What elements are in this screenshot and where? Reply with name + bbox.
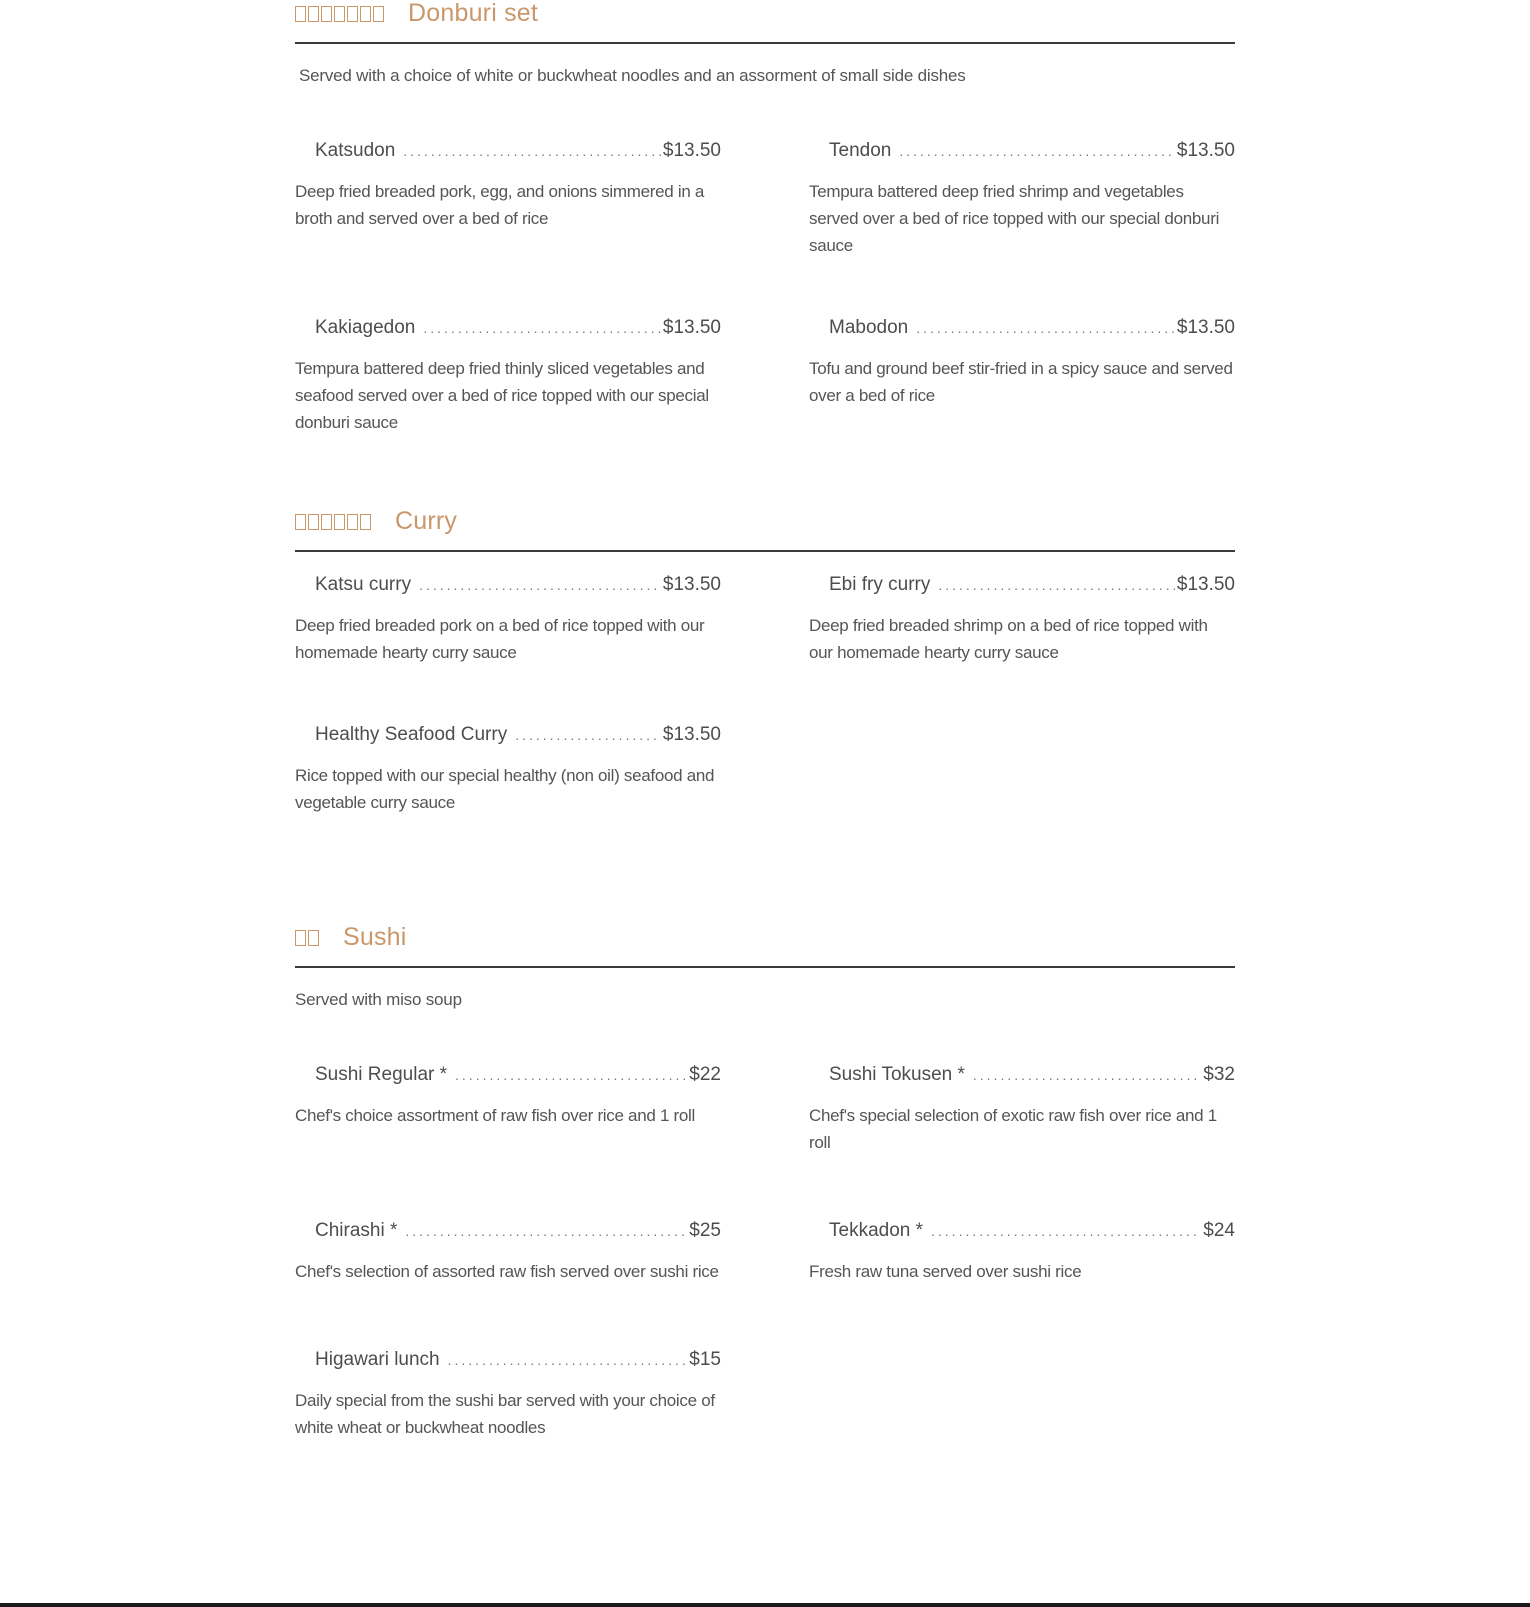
item-price: $13.50 [662, 317, 721, 338]
menu-item [295, 1220, 721, 1285]
item-name: Katsudon [315, 140, 396, 161]
item-description: Fresh raw tuna served over sushi rice [809, 1262, 1082, 1281]
item-description: Tempura battered deep fried thinly sliced vegetables and seafood served over a bed of rice topped with our special donburi sauce [295, 359, 709, 432]
item-price: $24 [1203, 1220, 1235, 1241]
item-name: Higawari lunch [315, 1349, 440, 1370]
section-header [295, 507, 1235, 552]
section-note: Served with a choice of white or buckwheat noodles and an assorment of small side dishes [299, 66, 966, 85]
menu-item [809, 1064, 1235, 1156]
jp-title-glyphs [295, 514, 371, 530]
item-name: Tendon [829, 140, 892, 161]
item-name: Katsu curry [315, 574, 412, 595]
item-description: Deep fried breaded pork on a bed of rice topped with our homemade hearty curry sauce [295, 616, 705, 662]
section-note: Served with miso soup [295, 990, 462, 1009]
item-description: Chef's selection of assorted raw fish served over sushi rice [295, 1262, 719, 1281]
item-description: Daily special from the sushi bar served with your choice of white wheat or buckwheat noodles [295, 1391, 715, 1437]
menu-item [809, 140, 1235, 259]
item-name: Chirashi * [315, 1220, 398, 1241]
menu-item [295, 1064, 721, 1156]
menu-grid [295, 1064, 1235, 1441]
section-donburi [295, 2, 1235, 436]
menu-item [295, 140, 721, 259]
menu-item [809, 1220, 1235, 1285]
menu-item [809, 317, 1235, 436]
item-price: $13.50 [1176, 317, 1235, 338]
section-header [295, 923, 1235, 968]
item-price: $13.50 [1176, 140, 1235, 161]
item-description: Tempura battered deep fried shrimp and vegetables served over a bed of rice topped with our special donburi sauce [809, 182, 1220, 255]
section-title: Donburi set [408, 0, 539, 27]
item-price: $13.50 [1176, 574, 1235, 595]
item-description: Tofu and ground beef stir-fried in a spicy sauce and served over a bed of rice [809, 359, 1233, 405]
item-name: Ebi fry curry [829, 574, 931, 595]
item-name: Sushi Tokusen * [829, 1064, 965, 1085]
item-name: Tekkadon * [829, 1220, 924, 1241]
item-description: Rice topped with our special healthy (non oil) seafood and vegetable curry sauce [295, 766, 715, 812]
section-curry [295, 507, 1235, 816]
jp-title-glyphs [295, 6, 384, 22]
item-name: Kakiagedon [315, 317, 416, 338]
menu-item [295, 724, 721, 816]
jp-title-glyphs [295, 930, 319, 946]
menu-item [809, 574, 1235, 666]
item-description: Chef's special selection of exotic raw fish over rice and 1 roll [809, 1106, 1217, 1152]
item-price: $13.50 [662, 574, 721, 595]
item-name: Sushi Regular * [315, 1064, 448, 1085]
section-header [295, 2, 1235, 44]
item-price: $22 [689, 1064, 721, 1085]
menu-item [295, 1349, 721, 1441]
item-price: $13.50 [662, 724, 721, 745]
item-description: Deep fried breaded shrimp on a bed of rice topped with our homemade hearty curry sauce [809, 616, 1208, 662]
item-price: $32 [1203, 1064, 1235, 1085]
menu-item [295, 574, 721, 666]
item-name: Mabodon [829, 317, 909, 338]
item-description: Chef's choice assortment of raw fish over rice and 1 roll [295, 1106, 695, 1125]
menu-grid [295, 574, 1235, 816]
menu-content [295, 0, 1235, 1441]
item-name: Healthy Seafood Curry [315, 724, 508, 745]
item-price: $15 [689, 1349, 721, 1370]
section-sushi [295, 923, 1235, 1441]
section-title: Curry [395, 507, 458, 535]
item-price: $25 [689, 1220, 721, 1241]
item-description: Deep fried breaded pork, egg, and onions simmered in a broth and served over a bed of rice [295, 182, 705, 228]
menu-item [295, 317, 721, 436]
section-title: Sushi [343, 923, 407, 951]
footer-bar [0, 1603, 1530, 1607]
item-price: $13.50 [662, 140, 721, 161]
menu-grid [295, 140, 1235, 436]
